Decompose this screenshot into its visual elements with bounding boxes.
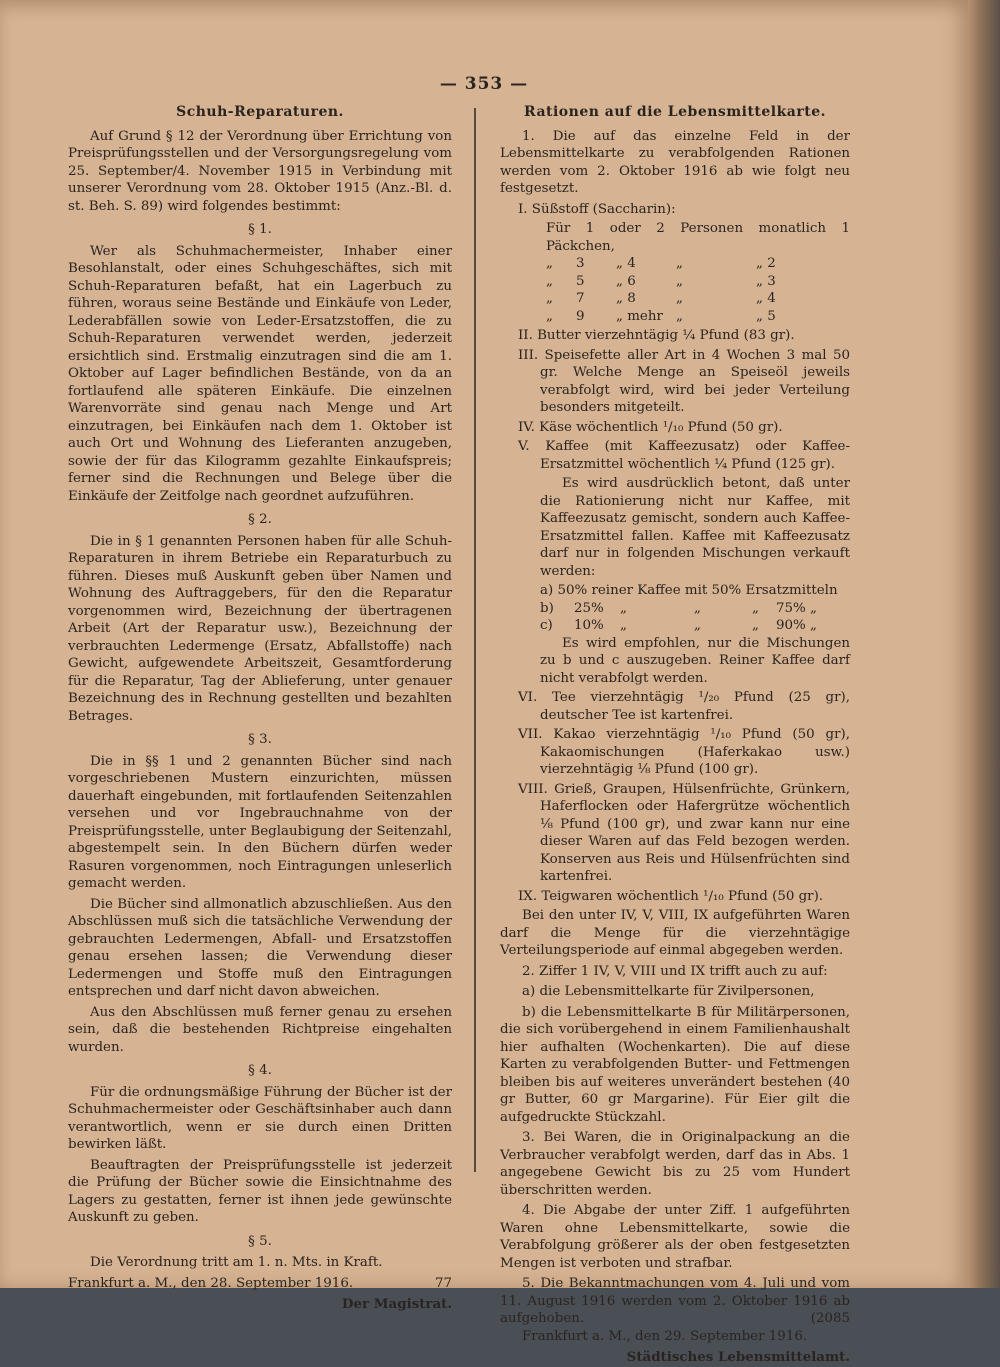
sweetener-row [546, 290, 850, 308]
distribution-paragraph: Bei den unter IV, V, VIII, IX aufgeführten Waren darf die Menge für die vierzehntägige Verteilungsperiode auf einmal abgegeben werden. [500, 908, 850, 958]
section-3-text-3: Aus den Abschlüssen muß ferner genau zu ersehen sein, daß die bestehenden Richtpreise eingehalten wurden. [68, 1004, 452, 1055]
mixture-row-b [540, 600, 850, 618]
ration-paragraph-2: 2. Ziffer 1 IV, V, VIII und IX trifft auch zu auf: [522, 963, 828, 979]
ditto-mark: „ [676, 256, 683, 271]
page-number: — 353 — [439, 74, 529, 94]
persons-to: „ mehr [616, 308, 663, 324]
item-ix: IX. Teigwaren wöchentlich ¹/₁₀ Pfund (50 gr). [518, 888, 824, 904]
section-4-text-1: Für die ordnungsmäßige Führung der Bücher ist der Schuhmachermeister oder Geschäftsinhaber auch dann verantwortlich, wenn er sie durch einen Dritten bewirken läßt. [68, 1084, 452, 1152]
right-title: Rationen auf die Lebensmittelkarte. [523, 104, 827, 120]
ditto-mark: „ [694, 618, 701, 633]
left-dateline: Frankfurt a. M., den 28. September 1916. [68, 1275, 354, 1291]
sweetener-row [546, 273, 850, 291]
right-column [500, 104, 850, 1367]
mixture-coffee-percent: 25% [574, 600, 604, 616]
section-3-text-1: Die in §§ 1 und 2 genannten Bücher sind nach vorgeschriebenen Mustern einzurichten, müssen dauerhaft eingebunden, mit fortlaufenden Seitenzahlen versehen und vor Ingebrauchnahme von der Preisprüfungsstelle, unter Beglaubigung der Seitenzahl, abgestempelt sein. In den Büchern dürfen weder Rasuren vorgenommen, noch Eintragungen unleserlich gemacht werden. [68, 753, 452, 891]
packets: „ 4 [756, 291, 776, 306]
ditto-mark: „ [694, 600, 701, 616]
intro-paragraph: Auf Grund § 12 der Verordnung über Errichtung von Preisprüfungsstellen und der Versorgungsregelung vom 25. September/4. November 1915 in Verbindung mit unserer Verordnung vom 28. Oktober 1915 (Anz.-Bl. d. st. Beh. S. 89) wird folgendes bestimmt: [68, 128, 452, 214]
ration-paragraph-4: 4. Die Abgabe der unter Ziff. 1 aufgeführten Waren ohne Lebensmittelkarte, sowie die Verabfolgung größerer als der oben festgesetzten Mengen ist verboten und strafbar. [500, 1203, 850, 1271]
section-5-heading: § 5. [248, 1233, 272, 1249]
ditto-mark: „ [546, 308, 553, 324]
ditto-mark: „ [676, 291, 683, 306]
persons-from: 9 [576, 308, 585, 324]
ration-paragraph-5 [500, 1275, 850, 1328]
ditto-mark: „ [752, 618, 759, 633]
section-2-text: Die in § 1 genannten Personen haben für alle Schuh-Reparaturen in ihrem Betriebe ein Reparaturbuch zu führen. Dieses muß Auskunft geben über Namen und Wohnung des Auftraggebers, für den die Reparatur vorgenommen wird, Bezeichnung der übertragenen Arbeit (Art der Reparatur usw.), Bezeichnung der verbrauchten Ledermenge (Ersatz, Abfallstoffe) nach Gewicht, aufgewendete Arbeitszeit, Gesamtforderung für die Reparatur, Tag der Ablieferung, unter genauer Bezeichnung des in Rechnung gestellten und bezahlten Betrages. [68, 533, 452, 724]
ration-paragraph-2b: b) die Lebensmittelkarte B für Militärpersonen, die sich vorübergehend in einem Familienhaushalt hier aufhalten (Wochenkarten). Die auf diese Karten zu verabfolgenden Butter- und Fettmengen bleiben bis auf weiteres unverändert bestehen (40 gr Butter, 60 gr Margarine). Für Eier gilt die aufgedruckte Stückzahl. [500, 1004, 850, 1125]
section-4-text-2: Beauftragten der Preisprüfungsstelle ist jederzeit die Prüfung der Bücher sowie die Einsichtnahme des Lagers zu gestatten, ferner ist ihnen jede gewünschte Auskunft zu geben. [68, 1157, 452, 1225]
ditto-mark: „ [676, 308, 683, 324]
sweetener-table [546, 220, 850, 325]
persons-from: 5 [576, 273, 585, 289]
left-title: Schuh-Reparaturen. [176, 104, 344, 120]
ditto-mark: „ [620, 600, 627, 616]
sweetener-row: Für 1 oder 2 Personen monatlich 1 Päckchen, [546, 221, 850, 254]
right-signature: Städtisches Lebensmittelamt. [626, 1349, 850, 1365]
packets: „ 2 [756, 256, 776, 271]
ditto-mark: „ [620, 618, 627, 633]
section-4-heading: § 4. [248, 1063, 272, 1078]
sweetener-row [546, 255, 850, 273]
ditto-mark: „ [676, 273, 683, 289]
right-paragraph-5-row [500, 1275, 850, 1328]
left-reference-number: 77 [434, 1275, 452, 1291]
left-signature: Der Magistrat. [341, 1296, 452, 1312]
persons-from: 7 [576, 291, 585, 306]
ration-paragraph-3: 3. Bei Waren, die in Originalpackung an die Verbraucher verabfolgt werden, darf das in Abs. 1 angegebene Gewicht bis zu 25 vom Hundert überschritten werden. [500, 1130, 850, 1198]
item-iv: IV. Käse wöchentlich ¹/₁₀ Pfund (50 gr). [518, 419, 783, 435]
section-1-text: Wer als Schuhmachermeister, Inhaber einer Besohlanstalt, oder eines Schuhgeschäftes, sich mit Schuh-Reparaturen befaßt, hat ein Lagerbuch zu führen, woraus seine Bestände und Einkäufe von Leder, Lederabfällen sowie von Leder-Ersatzstoffen, die zu Schuh-Reparaturen verwendet werden, jederzeit ersichtlich sind. Erstmalig einzutragen sind die am 1. Oktober auf Lager befindlichen Bestände, von da an fortlaufend alle späteren Einkäufe. Die einzelnen Warenvorräte sind genau nach Menge und Art einzutragen, bei Einkäufen nach dem 1. Oktober ist auch Ort und Wohnung des Lieferanten anzugeben, sowie der für das Kilogramm gezahlte Einkaufspreis; ferner sind die Rechnungen und Belege über die Einkäufe der Zeitfolge nach geordnet aufzuführen. [68, 243, 452, 504]
mixture-row-c [540, 617, 850, 635]
item-iii: III. Speisefette aller Art in 4 Wochen 3 mal 50 gr. Welche Menge an Speiseöl jeweils verabfolgt wird, wird bei jeder Verteilung besonders mitgeteilt. [518, 347, 850, 415]
item-v: V. Kaffee (mit Kaffeezusatz) oder Kaffee-Ersatzmittel wöchentlich ¼ Pfund (125 gr). [518, 439, 850, 472]
ditto-mark: „ [752, 600, 759, 616]
persons-to: „ 4 [616, 256, 636, 271]
item-ii: II. Butter vierzehntägig ¼ Pfund (83 gr). [518, 328, 795, 343]
left-dateline-row [68, 1275, 452, 1293]
column-divider [474, 108, 476, 1172]
section-5-text: Die Verordnung tritt am 1. n. Mts. in Kraft. [90, 1255, 383, 1270]
ration-paragraph-2a: a) die Lebensmittelkarte für Zivilpersonen, [522, 984, 815, 999]
mixture-coffee-percent: 10% [574, 618, 604, 633]
ration-paragraph-1: 1. Die auf das einzelne Feld in der Lebensmittelkarte zu verabfolgenden Rationen werden vom 2. Oktober 1916 ab wie folgt neu festgesetzt. [500, 128, 850, 196]
item-viii: VIII. Grieß, Graupen, Hülsenfrüchte, Grünkern, Haferflocken oder Hafergrütze wöchentlich ⅛ Pfund (100 gr), und zwar kann nur eine dieser Waren auf das Feld bezogen werden. Konserven aus Reis und Hülsenfrüchten sind kartenfrei. [518, 781, 850, 884]
ditto-mark: „ [546, 291, 553, 306]
right-dateline: Frankfurt a. M., den 29. September 1916. [522, 1328, 808, 1344]
persons-to: „ 8 [616, 291, 636, 306]
sweetener-row [546, 308, 850, 326]
packets: „ 3 [756, 273, 776, 289]
packets: „ 5 [756, 308, 776, 324]
item-v-recommendation: Es wird empfohlen, nur die Mischungen zu b und c auszugeben. Reiner Kaffee darf nicht verabfolgt werden. [540, 635, 850, 686]
left-column [68, 104, 452, 1314]
mixture-substitute-percent: 75% „ [776, 600, 817, 616]
page-edge-shadow [968, 0, 1000, 1288]
section-3-text-2: Die Bücher sind allmonatlich abzuschließen. Aus den Abschlüssen muß sich die tatsächliche Verwendung der gebrauchten Ledermengen, Abfall- und Ersatzstoffen genau ersehen lassen; die Verwendung dieser Ledermengen und Stoffe muß den Eintragungen entsprechen und darf nicht davon abweichen. [68, 896, 452, 999]
item-vi: VI. Tee vierzehntägig ¹/₂₀ Pfund (25 gr), deutscher Tee ist kartenfrei. [518, 690, 850, 723]
ditto-mark: „ [546, 273, 553, 289]
item-i-heading: I. Süßstoff (Saccharin): [518, 201, 676, 217]
persons-from: 3 [576, 256, 585, 271]
mixture-label: c) [540, 618, 553, 633]
ditto-mark: „ [546, 256, 553, 271]
item-vii: VII. Kakao vierzehntägig ¹/₁₀ Pfund (50 gr), Kakaomischungen (Haferkakao usw.) vierzehntägig ⅛ Pfund (100 gr). [518, 727, 850, 777]
ration-paragraph-5-text: 5. Die Bekanntmachungen vom 4. Juli und vom 11. August 1916 werden vom 2. Oktober 1916 ab aufgehoben. [500, 1276, 850, 1326]
section-3-heading: § 3. [248, 732, 272, 747]
persons-to: „ 6 [616, 273, 636, 289]
mixture-substitute-percent: 90% „ [776, 618, 817, 633]
section-1-heading: § 1. [248, 222, 272, 237]
mixture-row-a: a) 50% reiner Kaffee mit 50% Ersatzmitteln [540, 583, 838, 598]
right-reference-number: (2085 [810, 1311, 850, 1326]
section-2-heading: § 2. [248, 512, 272, 527]
mixture-label: b) [540, 600, 554, 616]
item-v-note: Es wird ausdrücklich betont, daß unter die Rationierung nicht nur Kaffee, mit Kaffeezusatz gemischt, sondern auch Kaffee-Ersatzmittel fallen. Kaffee mit Kaffeezusatz darf nur in folgenden Mischungen verkauft werden: [540, 476, 850, 579]
